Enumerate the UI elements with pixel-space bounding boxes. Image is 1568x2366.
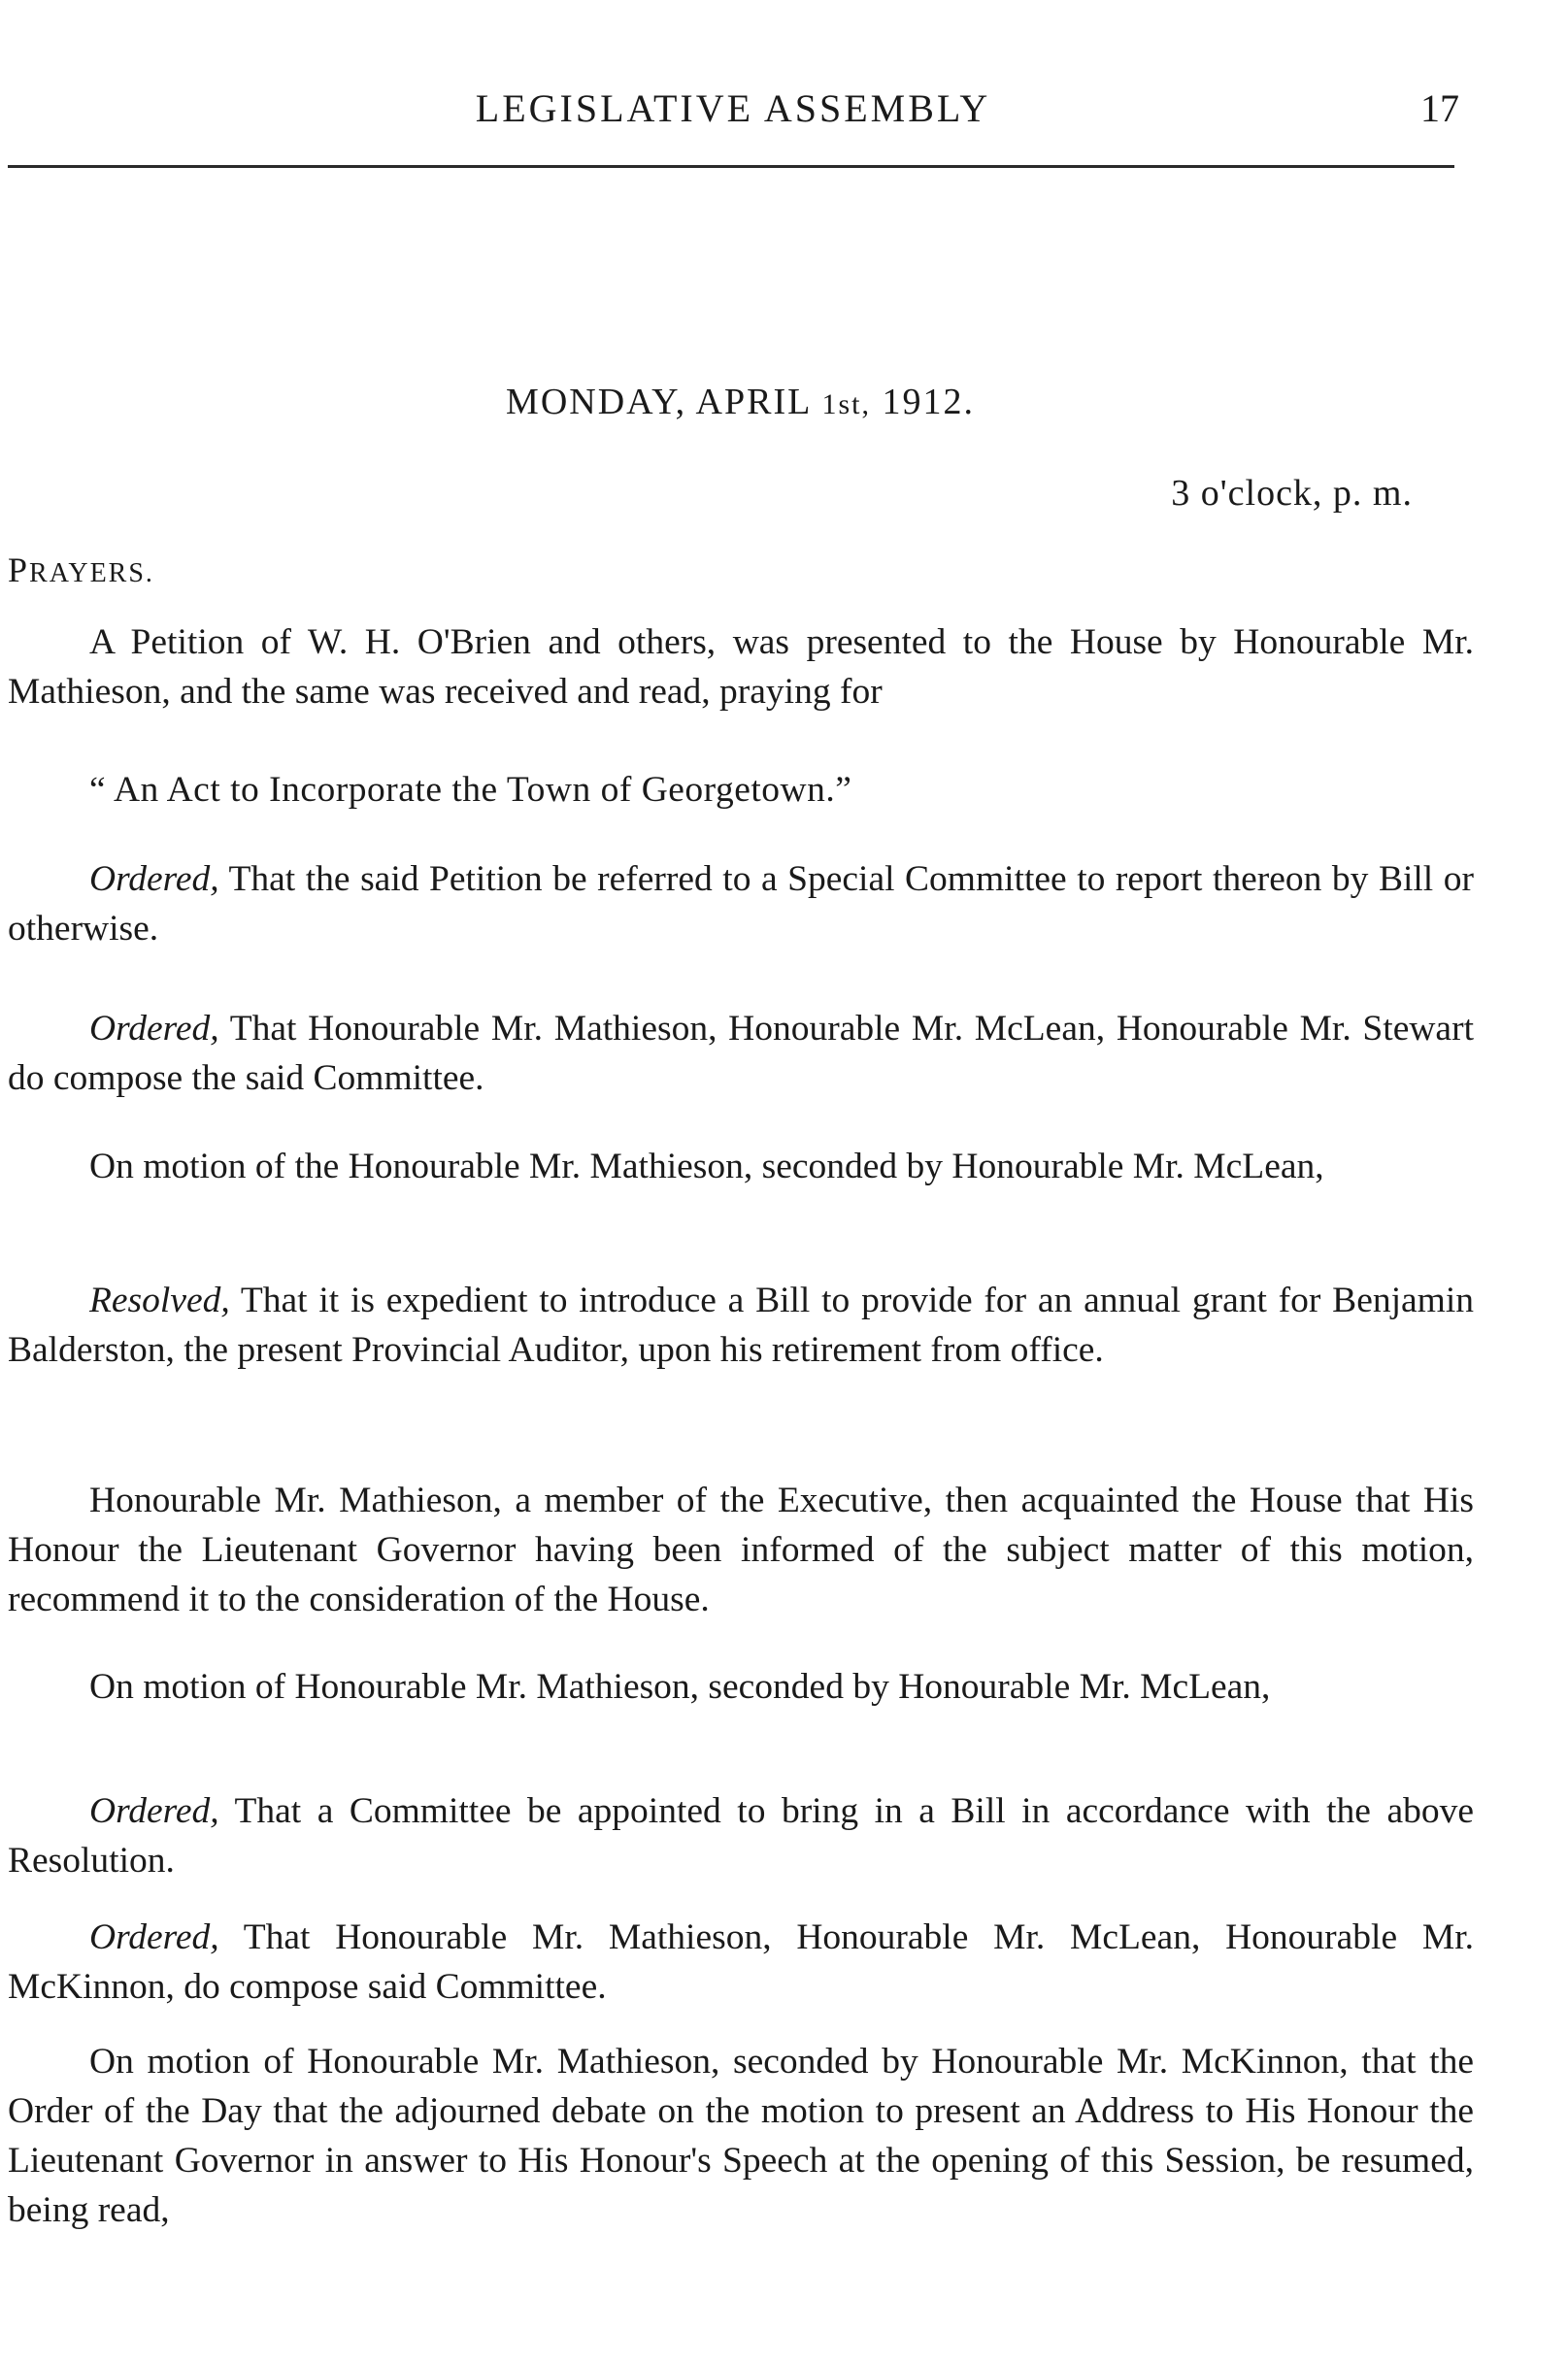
resolved-paragraph <box>8 1276 1474 1375</box>
motion-paragraph: On motion of the Honourable Mr. Mathieson, seconded by Honourable Mr. McLean, <box>89 1147 1324 1186</box>
motion-paragraph-2: On motion of Honourable Mr. Mathieson, seconded by Honourable Mr. McLean, <box>89 1667 1271 1707</box>
paragraph-lead: Resolved, <box>89 1281 230 1320</box>
paragraph-body: That Honourable Mr. Mathieson, Honourable Mr. McLean, Honourable Mr. Stewart do compose the said Committee. <box>8 1009 1474 1098</box>
paragraph-body: That it is expedient to introduce a Bill to provide for an annual grant for Benjamin Balderston, the present Provincial Auditor, upon his retirement from office. <box>8 1281 1474 1370</box>
prayers-initial: P <box>8 550 30 589</box>
sitting-time: 3 o'clock, p. m. <box>1171 473 1413 514</box>
prayers-heading <box>8 550 154 590</box>
header-rule <box>8 165 1454 168</box>
running-head <box>0 85 1568 144</box>
ordered-bill-paragraph <box>8 1786 1474 1885</box>
executive-paragraph: Honourable Mr. Mathieson, a member of the Executive, then acquainted the House that His Honour the Lieutenant Governor having been informed of the subject matter of this motion, recommend it to the consideration of the House. <box>8 1481 1474 1619</box>
ordered-committee-paragraph-2 <box>8 1913 1474 2012</box>
paragraph-body: That a Committee be appointed to bring in a Bill in accordance with the above Resolution. <box>8 1791 1474 1881</box>
prayers-rest: RAYERS. <box>29 558 154 588</box>
date-ordinal: 1st, <box>821 388 871 420</box>
order-of-day-paragraph: On motion of Honourable Mr. Mathieson, seconded by Honourable Mr. McKinnon, that the Order of the Day that the adjourned debate on the motion to present an Address to His Honour the Lieutenant Governor in answer to His Honour's Speech at the opening of this Session, be resumed, being read, <box>8 2042 1474 2230</box>
ordered-refer-paragraph <box>8 854 1474 953</box>
date-year: 1912. <box>882 382 975 422</box>
paragraph-lead: Ordered, <box>89 1917 219 1957</box>
paragraph-body: That the said Petition be referred to a Special Committee to report thereon by Bill or otherwise. <box>8 859 1474 949</box>
paragraph-body: That Honourable Mr. Mathieson, Honourable Mr. McLean, Honourable Mr. McKinnon, do compose said Committee. <box>8 1917 1474 2007</box>
paragraph-lead: Ordered, <box>89 1791 219 1831</box>
running-title: LEGISLATIVE ASSEMBLY <box>475 86 991 130</box>
page-number: 17 <box>1420 86 1459 130</box>
petition-paragraph: A Petition of W. H. O'Brien and others, was presented to the House by Honourable Mr. Mathieson, and the same was received and read, praying for <box>8 622 1474 712</box>
sitting-date <box>0 381 1481 423</box>
ordered-committee-paragraph <box>8 1004 1474 1103</box>
act-title-quote: “ An Act to Incorporate the Town of Georgetown.” <box>89 770 852 810</box>
paragraph-lead: Ordered, <box>89 1009 219 1049</box>
paragraph-lead: Ordered, <box>89 859 219 899</box>
date-day-month: MONDAY, APRIL <box>506 382 811 422</box>
